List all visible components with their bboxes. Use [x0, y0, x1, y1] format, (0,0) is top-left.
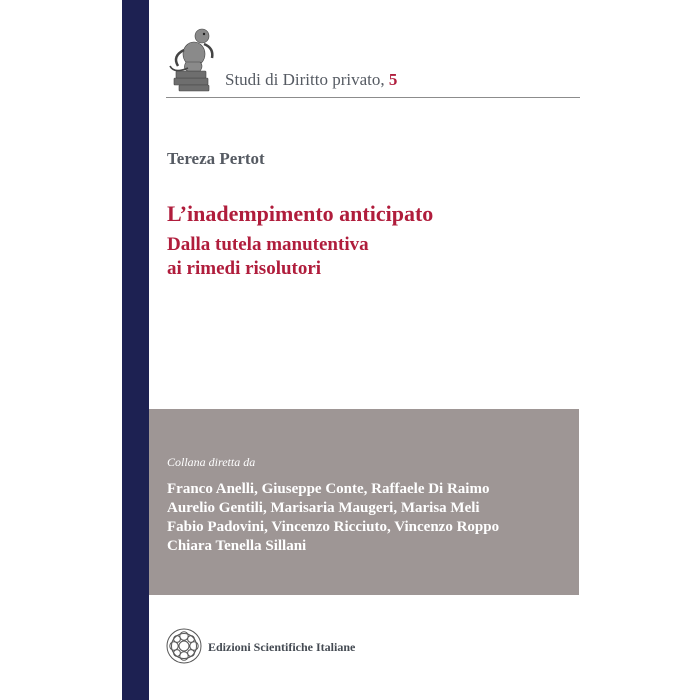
subtitle-line: Dalla tutela manutentiva — [167, 234, 369, 255]
book-title: L’inadempimento anticipato — [167, 201, 434, 226]
cover-spine-band — [122, 0, 149, 700]
series-number: 5 — [388, 70, 398, 89]
editors-line: Franco Anelli, Giuseppe Conte, Raffaele Di Raimo — [167, 481, 490, 497]
series-title — [225, 70, 397, 90]
rosette-seal-icon — [165, 627, 203, 665]
author-name: Tereza Pertot — [167, 149, 265, 168]
publisher-name: Edizioni Scientifiche Italiane — [208, 640, 356, 654]
editors-panel — [149, 409, 579, 595]
header-divider — [166, 97, 580, 98]
editors-line: Aurelio Gentili, Marisaria Maugeri, Marisa Meli — [167, 500, 480, 516]
book-subtitle — [167, 233, 467, 281]
editors-list — [167, 480, 499, 556]
monkey-on-books-icon — [164, 22, 224, 94]
series-directed-label: Collana diretta da — [167, 455, 256, 469]
editors-line: Chiara Tenella Sillani — [167, 538, 307, 554]
book-cover — [122, 0, 700, 700]
series-name: Studi di Diritto privato, — [225, 70, 385, 89]
editors-line: Fabio Padovini, Vincenzo Ricciuto, Vincenzo Roppo — [167, 519, 500, 535]
subtitle-line: ai rimedi risolutori — [167, 258, 322, 279]
